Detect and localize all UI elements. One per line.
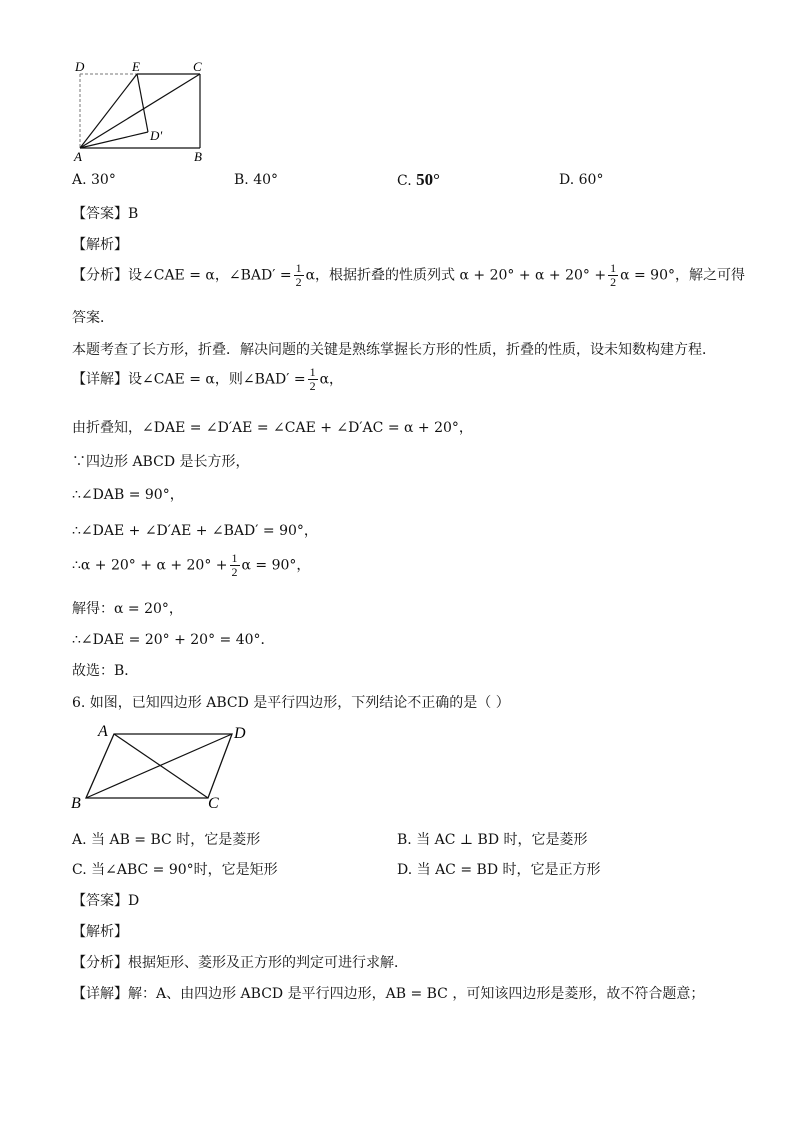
detail6-part1: ∴α + 20° + α + 20° + bbox=[72, 557, 228, 574]
option-b: B. 40° bbox=[234, 172, 279, 188]
fenxi-part2: α，根据折叠的性质列式 α + 20° + α + 20° + bbox=[305, 267, 607, 284]
q5-detail-7: 解得：α = 20°， bbox=[72, 601, 183, 617]
frac-num: 1 bbox=[231, 551, 238, 565]
fraction-half-2 bbox=[608, 262, 618, 289]
detail1-part2: α， bbox=[319, 371, 344, 388]
fraction-half-3 bbox=[308, 366, 318, 393]
q6-detail: 【详解】解：A、由四边形 ABCD 是平行四边形，AB = BC ，可知该四边形是菱形，故不符合题意； bbox=[72, 986, 705, 1002]
fraction-half-4 bbox=[230, 552, 240, 579]
q5-fenxi-cont: 答案． bbox=[72, 310, 114, 326]
option-d: D. 60° bbox=[559, 172, 604, 188]
segment-ed bbox=[137, 74, 148, 132]
frac-den: 2 bbox=[231, 565, 238, 579]
option-c-prefix: C. bbox=[397, 173, 412, 189]
label-c: C bbox=[193, 60, 202, 74]
label-d: D bbox=[75, 60, 85, 74]
diagonal-ac bbox=[114, 734, 208, 798]
q6-jiexi: 【解析】 bbox=[72, 924, 128, 940]
q5-answer: 【答案】B bbox=[72, 206, 139, 222]
label-d-prime: D' bbox=[150, 128, 163, 143]
q5-detail-8: ∴∠DAE = 20° + 20° = 40°． bbox=[72, 632, 275, 648]
q5-fenxi-line bbox=[72, 262, 745, 289]
frac-den: 2 bbox=[295, 275, 302, 289]
q5-detail-4: ∴∠DAB = 90°， bbox=[72, 487, 184, 503]
label-b: B bbox=[194, 149, 202, 164]
label-e: E bbox=[132, 60, 140, 74]
label-b: B bbox=[71, 795, 81, 812]
q5-jiexi: 【解析】 bbox=[72, 237, 128, 253]
frac-num: 1 bbox=[610, 261, 617, 275]
q5-detail-3: ∵四边形 ABCD 是长方形， bbox=[72, 454, 250, 470]
label-d: D bbox=[234, 725, 246, 742]
q6-option-b: B. 当 AC ⊥ BD 时，它是菱形 bbox=[397, 832, 588, 848]
label-c: C bbox=[208, 795, 219, 812]
q5-detail-6 bbox=[72, 552, 310, 579]
label-a: A bbox=[74, 149, 82, 164]
q6-fenxi: 【分析】根据矩形、菱形及正方形的判定可进行求解． bbox=[72, 955, 408, 971]
frac-num: 1 bbox=[309, 365, 316, 379]
option-c-value: 50° bbox=[416, 170, 440, 189]
parallelogram-figure bbox=[68, 720, 258, 812]
option-a: A. 30° bbox=[72, 172, 116, 188]
detail6-part2: α = 90°， bbox=[241, 557, 311, 574]
q5-detail-2: 由折叠知，∠DAE = ∠D′AE = ∠CAE + ∠D′AC = α + 20°， bbox=[72, 420, 473, 436]
diagonal-ac bbox=[80, 74, 200, 148]
option-c bbox=[397, 170, 440, 190]
q6-stem: 6. 如图，已知四边形 ABCD 是平行四边形，下列结论不正确的是（ ） bbox=[72, 695, 510, 711]
q6-option-a: A. 当 AB = BC 时，它是菱形 bbox=[72, 832, 261, 848]
diagonal-bd bbox=[86, 734, 232, 798]
label-a: A bbox=[98, 723, 108, 740]
rectangle-fold-figure bbox=[72, 60, 212, 165]
q6-option-c: C. 当∠ABC = 90°时，它是矩形 bbox=[72, 862, 278, 878]
q5-detail-5: ∴∠DAE + ∠D′AE + ∠BAD′ = 90°， bbox=[72, 523, 318, 539]
q6-answer: 【答案】D bbox=[72, 893, 140, 909]
frac-den: 2 bbox=[610, 275, 617, 289]
frac-num: 1 bbox=[295, 261, 302, 275]
q5-summary: 本题考查了长方形，折叠．解决问题的关键是熟练掌握长方形的性质，折叠的性质，设未知数构建方程． bbox=[72, 342, 716, 358]
q5-detail-1 bbox=[72, 366, 343, 393]
q6-option-d: D. 当 AC = BD 时，它是正方形 bbox=[397, 862, 601, 878]
fenxi-part1: 【分析】设∠CAE = α，∠BAD′ = bbox=[72, 267, 292, 284]
fenxi-part3: α = 90°，解之可得 bbox=[620, 267, 745, 284]
fraction-half bbox=[294, 262, 304, 289]
frac-den: 2 bbox=[309, 379, 316, 393]
q5-detail-9: 故选：B． bbox=[72, 663, 139, 679]
detail1-part1: 【详解】设∠CAE = α，则∠BAD′ = bbox=[72, 371, 306, 388]
